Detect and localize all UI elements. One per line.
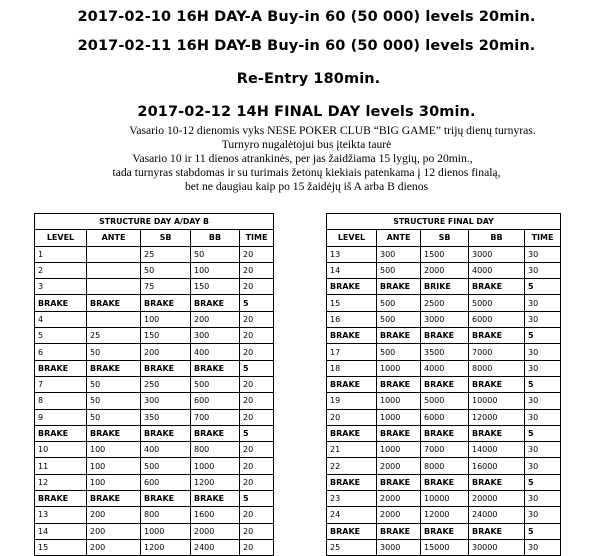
header-day-b: 2017-02-11 16H DAY-B Buy-in 60 (50 000) levels 20min. — [77, 38, 536, 54]
table-cell: 200 — [87, 539, 141, 555]
table-row — [35, 458, 274, 474]
table-cell: 2000 — [421, 262, 469, 278]
table-cell: 15 — [327, 295, 377, 311]
table-cell: 7000 — [469, 344, 525, 360]
table-cell: 3000 — [421, 311, 469, 327]
table-cell: 16 — [327, 311, 377, 327]
table-cell: BRAKE — [87, 295, 141, 311]
table-row — [35, 376, 274, 392]
break-row — [35, 491, 274, 507]
description-line: Vasario 10 ir 11 dienos atrankinės, per jas žaidžiama 15 lygių, po 20min., — [132, 152, 473, 165]
description-line: Vasario 10-12 dienomis vyks NESE POKER CLUB “BIG GAME” trijų dienų turnyras. — [129, 124, 536, 137]
table-cell: 15 — [35, 539, 87, 555]
table-cell: BRAKE — [421, 425, 469, 441]
table-cell: 25 — [327, 539, 377, 555]
column-header: LEVEL — [327, 230, 377, 246]
table-cell: BRAKE — [469, 425, 525, 441]
table-cell: 100 — [191, 262, 240, 278]
table-cell: 30 — [525, 409, 561, 425]
table-row — [35, 523, 274, 539]
table-cell: 2400 — [191, 539, 240, 555]
table-cell: 2000 — [377, 507, 421, 523]
table-cell: 500 — [377, 311, 421, 327]
table-cell: 3500 — [421, 344, 469, 360]
description-line: tada turnyras stabdomas ir su turimais žetonų kiekiais patenkama į 12 dienos finalą, — [112, 166, 501, 179]
table-cell: 14 — [35, 523, 87, 539]
table-cell: BRAKE — [87, 491, 141, 507]
table-cell: 24000 — [469, 507, 525, 523]
table-cell: 20 — [240, 539, 274, 555]
header-final-day: 2017-02-12 14H FINAL DAY levels 30min. — [137, 104, 476, 120]
table-cell: 20 — [240, 409, 274, 425]
table-cell: 200 — [87, 523, 141, 539]
table-cell: 3000 — [469, 246, 525, 262]
table-row — [327, 507, 561, 523]
table-row — [327, 262, 561, 278]
table-cell: 12 — [35, 474, 87, 490]
description-line: bet ne daugiau kaip po 15 žaidėjų iš A arba B dienos — [184, 180, 429, 193]
break-row — [327, 376, 561, 392]
table-cell: 30 — [525, 491, 561, 507]
table-cell: 30000 — [469, 539, 525, 555]
table-cell: 20 — [240, 279, 274, 295]
table-cell: 5 — [240, 491, 274, 507]
table-cell: 14 — [327, 262, 377, 278]
table-cell: 20 — [240, 344, 274, 360]
table-cell: BRAKE — [421, 328, 469, 344]
table-cell: 13 — [327, 246, 377, 262]
table-cell: 2500 — [421, 295, 469, 311]
table-row — [327, 491, 561, 507]
table-cell: 30 — [525, 246, 561, 262]
table-cell: 5 — [525, 523, 561, 539]
table-cell: BRAKE — [377, 523, 421, 539]
table-cell — [87, 262, 141, 278]
table-cell: BRAKE — [469, 279, 525, 295]
table-cell: 5 — [240, 425, 274, 441]
table-cell: 30 — [525, 262, 561, 278]
table-cell: 11 — [35, 458, 87, 474]
table-cell: 5 — [525, 279, 561, 295]
table-cell: 1200 — [191, 474, 240, 490]
table-cell: BRAKE — [327, 376, 377, 392]
break-row — [35, 360, 274, 376]
table-cell: BRAKE — [421, 474, 469, 490]
table-cell: BRAKE — [141, 295, 191, 311]
column-header: LEVEL — [35, 230, 87, 246]
table-row — [35, 262, 274, 278]
table-cell: BRAKE — [327, 523, 377, 539]
table-title-row — [327, 214, 561, 230]
table-cell: 20 — [240, 507, 274, 523]
table-cell: 1000 — [377, 393, 421, 409]
table-row — [35, 409, 274, 425]
table-cell: BRAKE — [35, 360, 87, 376]
table-cell: BRAKE — [377, 425, 421, 441]
table-cell: 350 — [141, 409, 191, 425]
table-cell: 10000 — [421, 491, 469, 507]
table-cell: 8 — [35, 393, 87, 409]
table-cell: 50 — [141, 262, 191, 278]
table-cell: BRAKE — [191, 491, 240, 507]
table-cell: 1500 — [421, 246, 469, 262]
table-row — [35, 311, 274, 327]
header-day-a: 2017-02-10 16H DAY-A Buy-in 60 (50 000) levels 20min. — [77, 9, 536, 25]
table-cell: 15000 — [421, 539, 469, 555]
table-cell: 200 — [141, 344, 191, 360]
table-cell: 19 — [327, 393, 377, 409]
table-cell: 700 — [191, 409, 240, 425]
table-cell: 7000 — [421, 442, 469, 458]
table-cell: 600 — [191, 393, 240, 409]
table-row — [327, 539, 561, 555]
table-cell — [87, 279, 141, 295]
table-cell: 5 — [525, 425, 561, 441]
table-cell: 800 — [141, 507, 191, 523]
table-cell: 1000 — [377, 442, 421, 458]
table-row — [35, 539, 274, 555]
table-cell: 4000 — [469, 262, 525, 278]
table-cell: BRAKE — [191, 360, 240, 376]
table-cell: BRAKE — [141, 360, 191, 376]
table-cell: BRAKE — [87, 425, 141, 441]
table-cell: 5 — [525, 376, 561, 392]
table-cell: 6000 — [421, 409, 469, 425]
table-cell: 30 — [525, 507, 561, 523]
table-cell: 100 — [87, 458, 141, 474]
table-cell: 5 — [525, 328, 561, 344]
table-cell: 1000 — [377, 409, 421, 425]
table-cell: 5000 — [469, 295, 525, 311]
break-row — [35, 295, 274, 311]
column-header: SB — [141, 230, 191, 246]
table-cell: 25 — [141, 246, 191, 262]
table-cell: BRAKE — [377, 376, 421, 392]
table-cell: BRAKE — [469, 523, 525, 539]
table-cell: 300 — [191, 328, 240, 344]
table-cell: BRAKE — [191, 425, 240, 441]
table-cell — [87, 311, 141, 327]
table-row — [35, 507, 274, 523]
table-cell: 9 — [35, 409, 87, 425]
table-row — [35, 246, 274, 262]
table-cell: BRAKE — [327, 425, 377, 441]
table-cell: 10000 — [469, 393, 525, 409]
table-cell: 8000 — [469, 360, 525, 376]
table-cell: 2000 — [377, 491, 421, 507]
table-cell: 20 — [240, 442, 274, 458]
table-cell: 75 — [141, 279, 191, 295]
table-cell: 18 — [327, 360, 377, 376]
table-cell: 2000 — [377, 458, 421, 474]
table-cell: 500 — [377, 295, 421, 311]
table-cell: 800 — [191, 442, 240, 458]
column-header: ANTE — [87, 230, 141, 246]
table-cell: 1000 — [191, 458, 240, 474]
table-cell: BRAKE — [421, 523, 469, 539]
table-row — [35, 279, 274, 295]
table-cell: BRAKE — [469, 328, 525, 344]
table-cell: 100 — [141, 311, 191, 327]
break-row — [327, 279, 561, 295]
table-cell: 6000 — [469, 311, 525, 327]
table-cell: 8000 — [421, 458, 469, 474]
table-cell: 2000 — [191, 523, 240, 539]
table-row — [327, 295, 561, 311]
table-cell: BRAKE — [469, 474, 525, 490]
table-row — [35, 344, 274, 360]
table-cell: 200 — [87, 507, 141, 523]
column-header: TIME — [240, 230, 274, 246]
table-cell: 20000 — [469, 491, 525, 507]
table-cell: 500 — [377, 262, 421, 278]
break-row — [327, 425, 561, 441]
table-cell: 20 — [240, 311, 274, 327]
table-row — [35, 474, 274, 490]
table-cell: 100 — [87, 442, 141, 458]
table-cell: 20 — [240, 246, 274, 262]
table-cell: 30 — [525, 311, 561, 327]
table-cell: 20 — [240, 458, 274, 474]
table-cell — [87, 246, 141, 262]
table-cell: 30 — [525, 539, 561, 555]
table-cell: BRAKE — [327, 279, 377, 295]
table-cell: 1000 — [141, 523, 191, 539]
table-title: STRUCTURE FINAL DAY — [327, 214, 561, 230]
table-cell: BRAKE — [141, 425, 191, 441]
structure-table-day-a-b — [34, 213, 274, 556]
table-header-row — [327, 230, 561, 246]
table-row — [35, 442, 274, 458]
table-cell: 7 — [35, 376, 87, 392]
table-row — [327, 409, 561, 425]
column-header: ANTE — [377, 230, 421, 246]
structure-table-final-day — [326, 213, 561, 556]
table-cell: 500 — [141, 458, 191, 474]
table-row — [327, 360, 561, 376]
table-cell: 20 — [240, 328, 274, 344]
header-reentry: Re-Entry 180min. — [236, 71, 381, 87]
table-cell: 3 — [35, 279, 87, 295]
table-row — [327, 246, 561, 262]
table-row — [35, 328, 274, 344]
table-cell: 10 — [35, 442, 87, 458]
table-row — [327, 458, 561, 474]
table-cell: 5 — [525, 474, 561, 490]
table-cell: 600 — [141, 474, 191, 490]
column-header: TIME — [525, 230, 561, 246]
table-cell: 30 — [525, 344, 561, 360]
table-cell: 12000 — [421, 507, 469, 523]
table-cell: BRAKE — [327, 474, 377, 490]
table-cell: 150 — [141, 328, 191, 344]
table-cell: 5 — [35, 328, 87, 344]
table-cell: 30 — [525, 458, 561, 474]
table-cell: 50 — [87, 409, 141, 425]
table-cell: 17 — [327, 344, 377, 360]
table-cell: 5 — [240, 360, 274, 376]
table-cell: 20 — [240, 262, 274, 278]
column-header: SB — [421, 230, 469, 246]
table-title: STRUCTURE DAY A/DAY B — [35, 214, 274, 230]
table-cell: BRAKE — [35, 491, 87, 507]
table-cell: 1000 — [377, 360, 421, 376]
table-row — [35, 393, 274, 409]
table-cell: BRAKE — [327, 328, 377, 344]
table-cell: 300 — [377, 246, 421, 262]
table-cell: 16000 — [469, 458, 525, 474]
table-row — [327, 344, 561, 360]
break-row — [327, 474, 561, 490]
table-cell: 13 — [35, 507, 87, 523]
table-cell: 21 — [327, 442, 377, 458]
table-cell: 50 — [87, 393, 141, 409]
table-cell: BRAKE — [87, 360, 141, 376]
table-cell: 50 — [87, 344, 141, 360]
table-row — [327, 393, 561, 409]
column-header: BB — [469, 230, 525, 246]
table-cell: 30 — [525, 360, 561, 376]
table-header-row — [35, 230, 274, 246]
table-cell: 30 — [525, 442, 561, 458]
table-cell: BRAKE — [377, 474, 421, 490]
table-cell: 30 — [525, 393, 561, 409]
table-cell: 300 — [141, 393, 191, 409]
table-row — [327, 311, 561, 327]
table-cell: BRAKE — [377, 328, 421, 344]
table-title-row — [35, 214, 274, 230]
table-cell: BRAKE — [141, 491, 191, 507]
table-cell: 5000 — [421, 393, 469, 409]
column-header: BB — [191, 230, 240, 246]
table-cell: 25 — [87, 328, 141, 344]
table-cell: 150 — [191, 279, 240, 295]
table-cell: 100 — [87, 474, 141, 490]
table-cell: BRAKE — [191, 295, 240, 311]
table-cell: 20 — [240, 474, 274, 490]
table-cell: 5 — [240, 295, 274, 311]
table-cell: BRAKE — [35, 295, 87, 311]
table-cell: 22 — [327, 458, 377, 474]
table-cell: 20 — [327, 409, 377, 425]
table-cell: 400 — [141, 442, 191, 458]
break-row — [327, 523, 561, 539]
table-cell: BRAKE — [469, 376, 525, 392]
table-cell: BRAKE — [377, 279, 421, 295]
table-cell: 20 — [240, 523, 274, 539]
table-cell: 50 — [87, 376, 141, 392]
table-cell: 400 — [191, 344, 240, 360]
table-cell: 14000 — [469, 442, 525, 458]
table-cell: 1200 — [141, 539, 191, 555]
table-cell: 23 — [327, 491, 377, 507]
table-cell: 20 — [240, 393, 274, 409]
table-cell: 20 — [240, 376, 274, 392]
table-cell: BRIKE — [421, 279, 469, 295]
table-cell: 30 — [525, 295, 561, 311]
table-cell: 4000 — [421, 360, 469, 376]
table-cell: 1 — [35, 246, 87, 262]
description-line: Turnyro nugalėtojui bus įteikta taurė — [221, 138, 392, 151]
table-cell: BRAKE — [421, 376, 469, 392]
table-cell: BRAKE — [35, 425, 87, 441]
table-cell: 1600 — [191, 507, 240, 523]
break-row — [35, 425, 274, 441]
table-cell: 24 — [327, 507, 377, 523]
table-cell: 12000 — [469, 409, 525, 425]
table-cell: 3000 — [377, 539, 421, 555]
table-cell: 250 — [141, 376, 191, 392]
table-row — [327, 442, 561, 458]
table-cell: 200 — [191, 311, 240, 327]
table-cell: 6 — [35, 344, 87, 360]
table-cell: 50 — [191, 246, 240, 262]
break-row — [327, 328, 561, 344]
table-cell: 500 — [191, 376, 240, 392]
table-cell: 500 — [377, 344, 421, 360]
table-cell: 4 — [35, 311, 87, 327]
table-cell: 2 — [35, 262, 87, 278]
